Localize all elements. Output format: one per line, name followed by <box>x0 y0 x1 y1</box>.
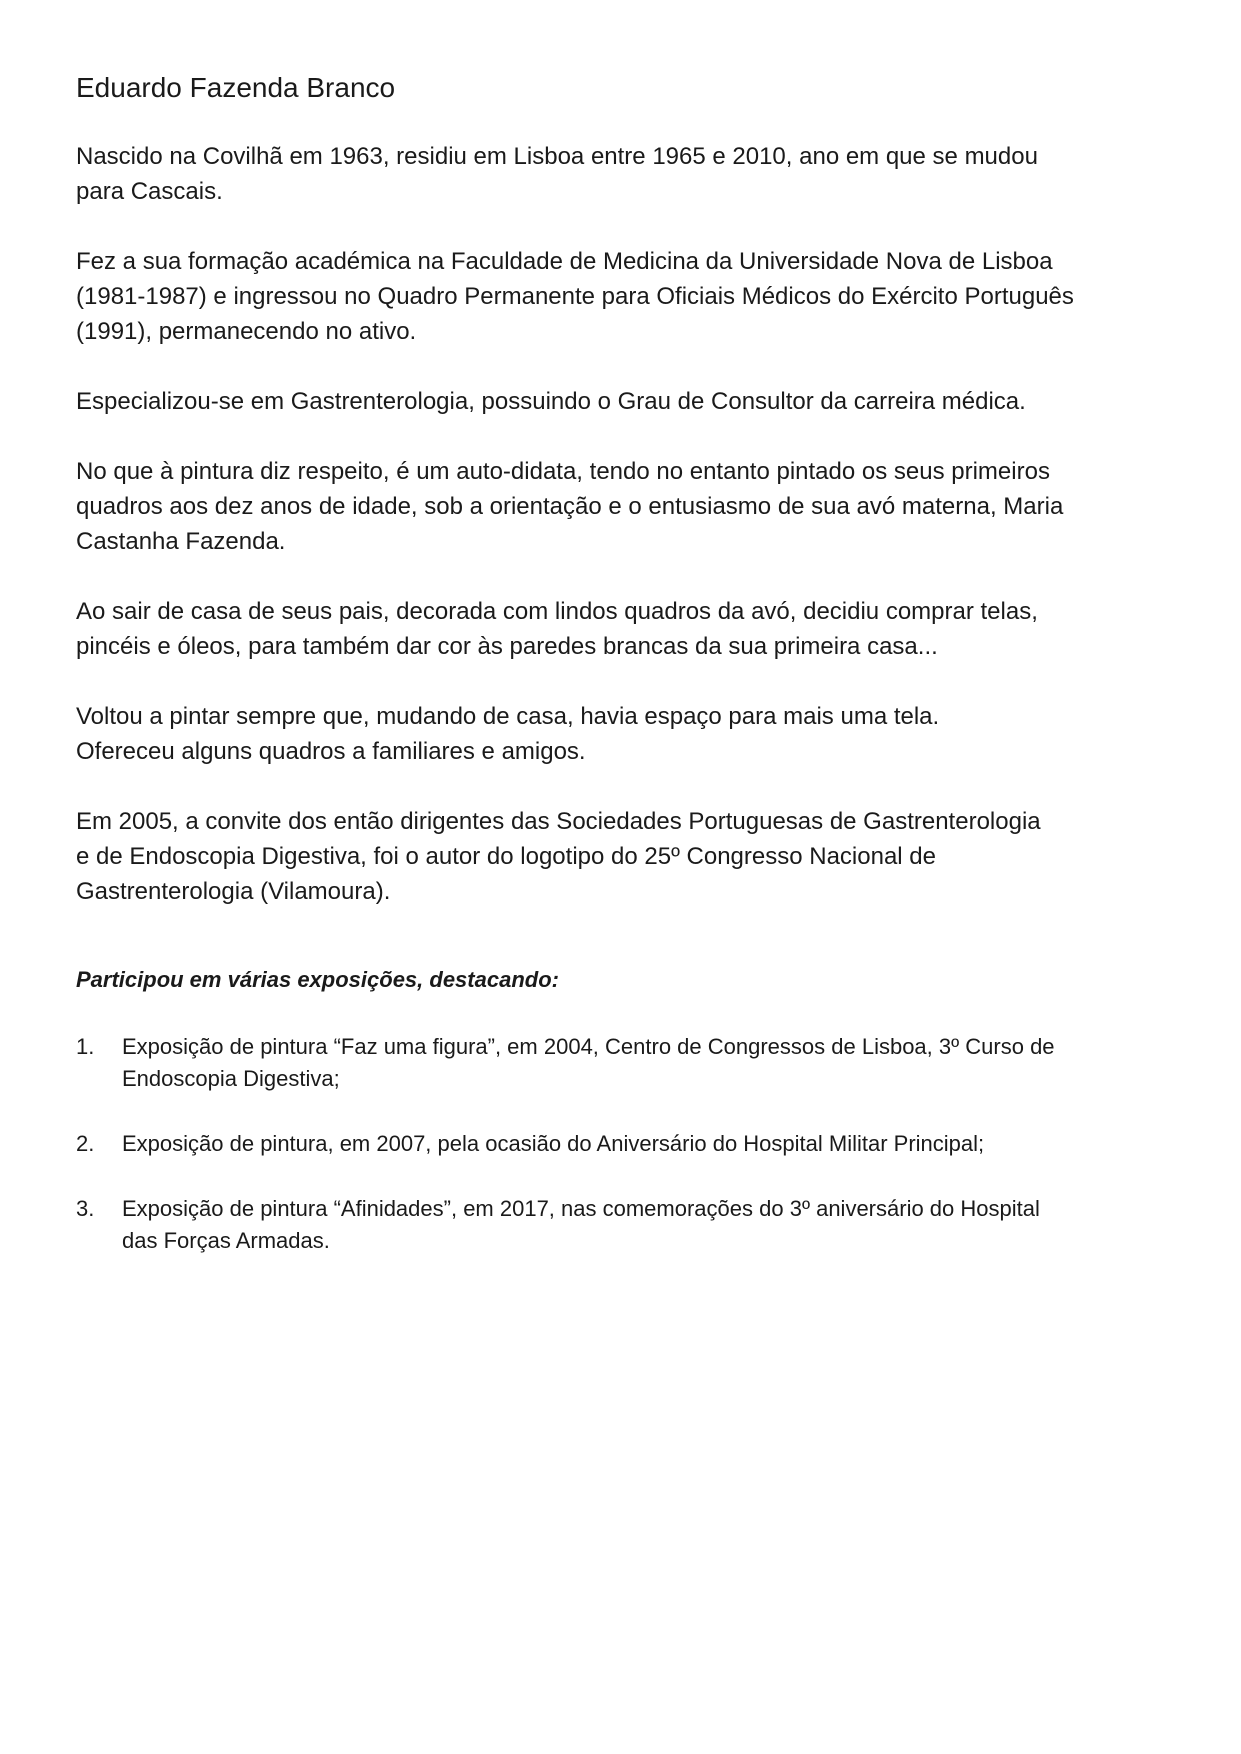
list-line: Exposição de pintura “Faz uma figura”, em 2004, Centro de Congressos de Lisboa, 3º Curso de <box>122 1034 1055 1059</box>
paragraph-first-house <box>76 594 1164 664</box>
list-item-text <box>122 1031 1164 1095</box>
paragraph-line: Em 2005, a convite dos então dirigentes das Sociedades Portuguesas de Gastrenterologia <box>76 808 1041 835</box>
list-number: 2. <box>76 1131 95 1156</box>
paragraph-line: para Cascais. <box>76 178 223 205</box>
list-line: Endoscopia Digestiva; <box>122 1066 340 1091</box>
exhibitions-heading: Participou em várias exposições, destacando: <box>76 967 559 992</box>
list-number: 1. <box>76 1034 95 1059</box>
paragraph-specialty <box>76 384 1164 419</box>
paragraph-line: Nascido na Covilhã em 1963, residiu em Lisboa entre 1965 e 2010, ano em que se mudou <box>76 143 1038 170</box>
list-line: das Forças Armadas. <box>122 1228 330 1253</box>
list-line: Exposição de pintura, em 2007, pela ocasião do Aniversário do Hospital Militar Principal; <box>122 1131 985 1156</box>
biography-body <box>76 139 1164 909</box>
list-item <box>76 1193 1164 1257</box>
list-item-text <box>122 1128 1164 1160</box>
list-number: 3. <box>76 1196 95 1221</box>
list-item <box>76 1128 1164 1160</box>
document-page <box>76 70 1164 1290</box>
paragraph-logo <box>76 804 1164 909</box>
list-line: Exposição de pintura “Afinidades”, em 2017, nas comemorações do 3º aniversário do Hospital <box>122 1196 1040 1221</box>
paragraph-line: quadros aos dez anos de idade, sob a orientação e o entusiasmo de sua avó materna, Maria <box>76 493 1064 520</box>
paragraph-line: (1981-1987) e ingressou no Quadro Permanente para Oficiais Médicos do Exército Português <box>76 283 1074 310</box>
paragraph-birth <box>76 139 1164 209</box>
paragraph-line: Ofereceu alguns quadros a familiares e amigos. <box>76 738 586 765</box>
paragraph-line: Castanha Fazenda. <box>76 528 286 555</box>
list-item <box>76 1031 1164 1095</box>
paragraph-line: (1991), permanecendo no ativo. <box>76 318 417 345</box>
paragraph-line: Fez a sua formação académica na Faculdade de Medicina da Universidade Nova de Lisboa <box>76 248 1053 275</box>
paragraph-line: Voltou a pintar sempre que, mudando de casa, havia espaço para mais uma tela. <box>76 703 940 730</box>
paragraph-line: pincéis e óleos, para também dar cor às paredes brancas da sua primeira casa... <box>76 633 938 660</box>
paragraph-painting-again <box>76 699 1164 769</box>
paragraph-education <box>76 244 1164 349</box>
paragraph-painting-origins <box>76 454 1164 559</box>
paragraph-line: e de Endoscopia Digestiva, foi o autor do logotipo do 25º Congresso Nacional de <box>76 843 936 870</box>
paragraph-line: Especializou-se em Gastrenterologia, possuindo o Grau de Consultor da carreira médica. <box>76 388 1026 415</box>
page-title: Eduardo Fazenda Branco <box>76 72 396 103</box>
paragraph-line: Gastrenterologia (Vilamoura). <box>76 878 391 905</box>
paragraph-line: No que à pintura diz respeito, é um auto-didata, tendo no entanto pintado os seus primeiros <box>76 458 1050 485</box>
list-item-text <box>122 1193 1164 1257</box>
exhibitions-list <box>76 1031 1164 1257</box>
paragraph-line: Ao sair de casa de seus pais, decorada com lindos quadros da avó, decidiu comprar telas, <box>76 598 1038 625</box>
